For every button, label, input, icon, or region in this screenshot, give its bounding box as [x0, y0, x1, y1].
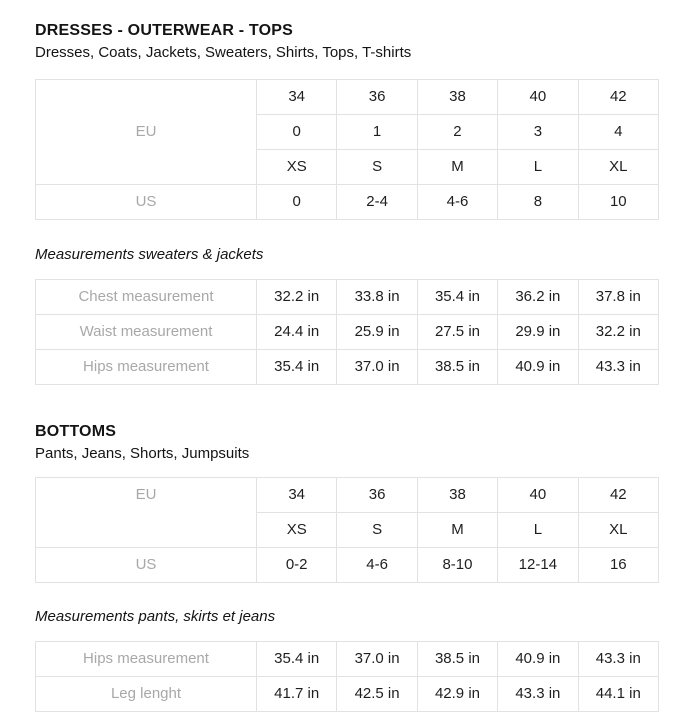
row-label: EU: [36, 478, 257, 513]
table-row: [36, 642, 659, 677]
row-label: Waist measurement: [36, 315, 257, 350]
table-row: [36, 150, 659, 185]
section-bottoms: [35, 422, 659, 583]
size-value-cell: L: [498, 150, 578, 185]
size-value-cell: 12-14: [498, 548, 578, 583]
size-value-cell: 4: [578, 115, 658, 150]
pants-measurements-table-body: [36, 642, 659, 712]
size-value-cell: 35.4 in: [417, 280, 497, 315]
bottoms-size-table-body: [36, 478, 659, 583]
row-label-empty: [36, 80, 257, 115]
size-value-cell: 27.5 in: [417, 315, 497, 350]
row-label-empty: [36, 513, 257, 548]
size-value-cell: 29.9 in: [498, 315, 578, 350]
tops-size-table: [35, 79, 659, 220]
row-label-empty: [36, 150, 257, 185]
size-value-cell: 40: [498, 80, 578, 115]
size-value-cell: 4-6: [337, 548, 417, 583]
bottoms-size-table: [35, 477, 659, 583]
size-value-cell: 35.4 in: [257, 350, 337, 385]
row-label: US: [36, 548, 257, 583]
size-value-cell: 8-10: [417, 548, 497, 583]
size-value-cell: M: [417, 150, 497, 185]
size-value-cell: 36.2 in: [498, 280, 578, 315]
size-value-cell: 8: [498, 185, 578, 220]
size-value-cell: 43.3 in: [578, 642, 658, 677]
size-value-cell: 33.8 in: [337, 280, 417, 315]
size-value-cell: 38.5 in: [417, 642, 497, 677]
size-value-cell: 37.0 in: [337, 350, 417, 385]
pants-measurements-title: Measurements pants, skirts et jeans: [35, 608, 276, 625]
row-label: Leg lenght: [36, 677, 257, 712]
table-row: [36, 315, 659, 350]
size-value-cell: 0-2: [257, 548, 337, 583]
section-tops: [35, 21, 659, 220]
size-value-cell: 41.7 in: [257, 677, 337, 712]
row-label: Hips measurement: [36, 642, 257, 677]
size-value-cell: 38: [417, 478, 497, 513]
size-value-cell: 35.4 in: [257, 642, 337, 677]
table-row: [36, 478, 659, 513]
size-value-cell: 36: [337, 80, 417, 115]
size-value-cell: 4-6: [417, 185, 497, 220]
size-value-cell: 1: [337, 115, 417, 150]
size-value-cell: 34: [257, 478, 337, 513]
size-value-cell: 32.2 in: [257, 280, 337, 315]
table-row: [36, 677, 659, 712]
row-label: Hips measurement: [36, 350, 257, 385]
table-row: [36, 513, 659, 548]
table-row: [36, 80, 659, 115]
sweaters-measurements-table: [35, 279, 659, 385]
table-row: [36, 548, 659, 583]
size-value-cell: 40.9 in: [498, 350, 578, 385]
size-value-cell: S: [337, 150, 417, 185]
row-label: US: [36, 185, 257, 220]
size-value-cell: 10: [578, 185, 658, 220]
size-value-cell: 40.9 in: [498, 642, 578, 677]
size-value-cell: 37.0 in: [337, 642, 417, 677]
size-value-cell: XS: [257, 150, 337, 185]
section-sweaters-measurements: [35, 245, 659, 385]
tops-size-table-body: [36, 80, 659, 220]
size-value-cell: S: [337, 513, 417, 548]
size-value-cell: 36: [337, 478, 417, 513]
size-value-cell: 43.3 in: [498, 677, 578, 712]
sweaters-measurements-title: Measurements sweaters & jackets: [35, 246, 264, 263]
table-row: [36, 115, 659, 150]
size-value-cell: 3: [498, 115, 578, 150]
size-value-cell: 32.2 in: [578, 315, 658, 350]
size-value-cell: 2-4: [337, 185, 417, 220]
section-pants-measurements: [35, 607, 659, 712]
row-label: Chest measurement: [36, 280, 257, 315]
size-value-cell: 25.9 in: [337, 315, 417, 350]
size-value-cell: 24.4 in: [257, 315, 337, 350]
size-value-cell: 38.5 in: [417, 350, 497, 385]
size-value-cell: 44.1 in: [578, 677, 658, 712]
pants-measurements-table: [35, 641, 659, 712]
size-value-cell: XL: [578, 513, 658, 548]
size-value-cell: L: [498, 513, 578, 548]
bottoms-section-subtitle: Pants, Jeans, Shorts, Jumpsuits: [35, 445, 250, 462]
tops-section-title: DRESSES - OUTERWEAR - TOPS: [35, 22, 293, 39]
table-row: [36, 350, 659, 385]
size-value-cell: 38: [417, 80, 497, 115]
bottoms-section-title: BOTTOMS: [35, 423, 117, 440]
size-value-cell: 42: [578, 80, 658, 115]
size-value-cell: 43.3 in: [578, 350, 658, 385]
table-row: [36, 185, 659, 220]
sweaters-measurements-table-body: [36, 280, 659, 385]
size-value-cell: XS: [257, 513, 337, 548]
size-value-cell: 42.5 in: [337, 677, 417, 712]
size-value-cell: 40: [498, 478, 578, 513]
size-value-cell: 2: [417, 115, 497, 150]
size-value-cell: 42: [578, 478, 658, 513]
size-value-cell: 37.8 in: [578, 280, 658, 315]
size-value-cell: 16: [578, 548, 658, 583]
size-value-cell: 42.9 in: [417, 677, 497, 712]
tops-section-subtitle: Dresses, Coats, Jackets, Sweaters, Shirts, Tops, T-shirts: [35, 44, 412, 61]
size-value-cell: XL: [578, 150, 658, 185]
size-value-cell: 0: [257, 185, 337, 220]
table-row: [36, 280, 659, 315]
row-label: EU: [36, 115, 257, 150]
size-value-cell: M: [417, 513, 497, 548]
size-value-cell: 0: [257, 115, 337, 150]
size-value-cell: 34: [257, 80, 337, 115]
